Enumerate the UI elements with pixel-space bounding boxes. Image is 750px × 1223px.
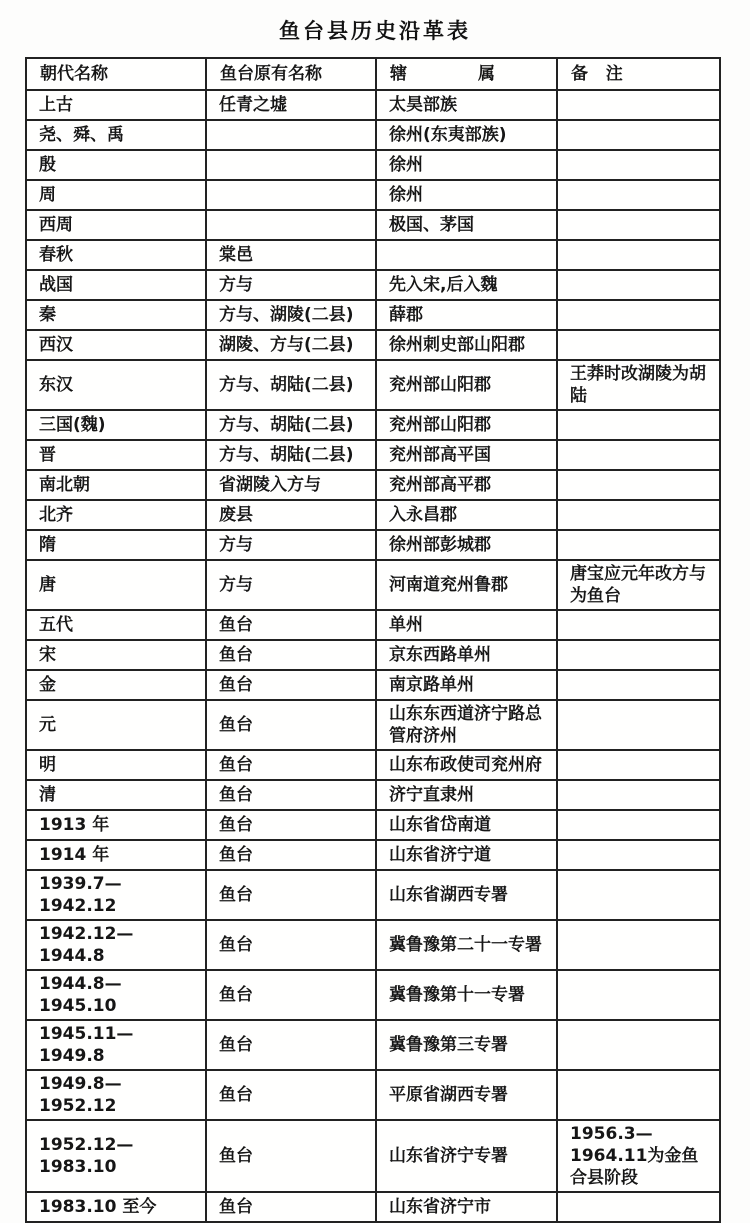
cell-original-name: 方与 [206, 530, 376, 560]
cell-jurisdiction: 山东省岱南道 [376, 810, 557, 840]
cell-jurisdiction: 薛郡 [376, 300, 557, 330]
cell-dynasty: 1952.12—1983.10 [26, 1120, 206, 1192]
cell-note [557, 440, 720, 470]
cell-jurisdiction: 山东省济宁道 [376, 840, 557, 870]
cell-jurisdiction: 山东东西道济宁路总管府济州 [376, 700, 557, 750]
cell-jurisdiction: 京东西路单州 [376, 640, 557, 670]
cell-original-name: 鱼台 [206, 1020, 376, 1070]
table-row [26, 210, 720, 240]
cell-dynasty: 东汉 [26, 360, 206, 410]
table-row [26, 240, 720, 270]
cell-dynasty: 明 [26, 750, 206, 780]
table-row [26, 700, 720, 750]
cell-original-name: 鱼台 [206, 750, 376, 780]
cell-note [557, 270, 720, 300]
cell-jurisdiction: 山东布政使司兖州府 [376, 750, 557, 780]
cell-note [557, 750, 720, 780]
cell-dynasty: 西汉 [26, 330, 206, 360]
table-body [26, 90, 720, 1222]
cell-note [557, 1020, 720, 1070]
cell-note [557, 780, 720, 810]
table-row [26, 1070, 720, 1120]
cell-original-name: 方与 [206, 270, 376, 300]
cell-jurisdiction: 徐州 [376, 150, 557, 180]
table-row [26, 920, 720, 970]
cell-note [557, 410, 720, 440]
cell-dynasty: 1949.8—1952.12 [26, 1070, 206, 1120]
cell-dynasty: 南北朝 [26, 470, 206, 500]
cell-note [557, 300, 720, 330]
cell-original-name: 鱼台 [206, 640, 376, 670]
cell-original-name: 任青之墟 [206, 90, 376, 120]
cell-original-name: 方与、胡陆(二县) [206, 440, 376, 470]
cell-jurisdiction: 先入宋,后入魏 [376, 270, 557, 300]
cell-dynasty: 唐 [26, 560, 206, 610]
table-row [26, 120, 720, 150]
cell-dynasty: 1942.12—1944.8 [26, 920, 206, 970]
cell-note [557, 640, 720, 670]
cell-note [557, 90, 720, 120]
cell-dynasty: 三国(魏) [26, 410, 206, 440]
cell-original-name: 鱼台 [206, 1070, 376, 1120]
cell-note [557, 870, 720, 920]
cell-jurisdiction: 冀鲁豫第十一专署 [376, 970, 557, 1020]
cell-dynasty: 殷 [26, 150, 206, 180]
cell-dynasty: 晋 [26, 440, 206, 470]
cell-dynasty: 清 [26, 780, 206, 810]
cell-note: 唐宝应元年改方与为鱼台 [557, 560, 720, 610]
cell-original-name [206, 120, 376, 150]
cell-dynasty: 1913 年 [26, 810, 206, 840]
cell-jurisdiction: 徐州刺史部山阳郡 [376, 330, 557, 360]
cell-original-name [206, 210, 376, 240]
cell-note [557, 970, 720, 1020]
cell-dynasty: 金 [26, 670, 206, 700]
cell-original-name: 鱼台 [206, 670, 376, 700]
table-row [26, 530, 720, 560]
cell-dynasty: 隋 [26, 530, 206, 560]
column-header-jurisdiction: 辖 属 [376, 58, 557, 90]
cell-original-name: 鱼台 [206, 610, 376, 640]
cell-note [557, 700, 720, 750]
table-row [26, 840, 720, 870]
cell-note [557, 840, 720, 870]
cell-note [557, 920, 720, 970]
cell-note [557, 810, 720, 840]
cell-note [557, 1192, 720, 1222]
cell-dynasty: 元 [26, 700, 206, 750]
cell-original-name: 鱼台 [206, 970, 376, 1020]
cell-jurisdiction: 兖州部高平国 [376, 440, 557, 470]
cell-dynasty: 1945.11—1949.8 [26, 1020, 206, 1070]
cell-dynasty: 周 [26, 180, 206, 210]
table-row [26, 870, 720, 920]
cell-original-name: 方与、湖陵(二县) [206, 300, 376, 330]
cell-jurisdiction: 徐州部彭城郡 [376, 530, 557, 560]
cell-dynasty: 战国 [26, 270, 206, 300]
table-row [26, 410, 720, 440]
cell-note [557, 120, 720, 150]
cell-note [557, 610, 720, 640]
cell-jurisdiction [376, 240, 557, 270]
page [0, 15, 750, 1217]
column-header-original-name: 鱼台原有名称 [206, 58, 376, 90]
column-header-note: 备 注 [557, 58, 720, 90]
cell-note: 王莽时改湖陵为胡陆 [557, 360, 720, 410]
cell-jurisdiction: 河南道兖州鲁郡 [376, 560, 557, 610]
cell-dynasty: 西周 [26, 210, 206, 240]
cell-dynasty: 尧、舜、禹 [26, 120, 206, 150]
cell-jurisdiction: 太昊部族 [376, 90, 557, 120]
table-row [26, 440, 720, 470]
cell-original-name: 棠邑 [206, 240, 376, 270]
cell-note [557, 1070, 720, 1120]
table-row [26, 300, 720, 330]
table-row [26, 500, 720, 530]
cell-original-name: 废县 [206, 500, 376, 530]
cell-original-name: 鱼台 [206, 1192, 376, 1222]
cell-original-name: 鱼台 [206, 810, 376, 840]
cell-note [557, 500, 720, 530]
table-row [26, 640, 720, 670]
cell-note [557, 210, 720, 240]
cell-jurisdiction: 兖州部山阳郡 [376, 410, 557, 440]
cell-dynasty: 1944.8—1945.10 [26, 970, 206, 1020]
cell-original-name: 省湖陵入方与 [206, 470, 376, 500]
cell-jurisdiction: 兖州部山阳郡 [376, 360, 557, 410]
cell-jurisdiction: 平原省湖西专署 [376, 1070, 557, 1120]
cell-dynasty: 春秋 [26, 240, 206, 270]
cell-dynasty: 宋 [26, 640, 206, 670]
table-row [26, 1192, 720, 1222]
cell-jurisdiction: 南京路单州 [376, 670, 557, 700]
cell-jurisdiction: 徐州 [376, 180, 557, 210]
cell-dynasty: 1983.10 至今 [26, 1192, 206, 1222]
table-row [26, 780, 720, 810]
cell-original-name [206, 150, 376, 180]
header-row [26, 58, 720, 90]
cell-jurisdiction: 济宁直隶州 [376, 780, 557, 810]
cell-dynasty: 1914 年 [26, 840, 206, 870]
table-row [26, 610, 720, 640]
cell-dynasty: 五代 [26, 610, 206, 640]
table-row [26, 360, 720, 410]
cell-original-name: 鱼台 [206, 780, 376, 810]
table-row [26, 270, 720, 300]
cell-jurisdiction: 极国、茅国 [376, 210, 557, 240]
table-row [26, 180, 720, 210]
table-row [26, 810, 720, 840]
cell-dynasty: 1939.7—1942.12 [26, 870, 206, 920]
table-row [26, 750, 720, 780]
cell-note [557, 150, 720, 180]
history-table [25, 57, 721, 1223]
cell-original-name: 鱼台 [206, 700, 376, 750]
cell-dynasty: 秦 [26, 300, 206, 330]
cell-original-name: 鱼台 [206, 870, 376, 920]
table-row [26, 90, 720, 120]
cell-jurisdiction: 山东省济宁市 [376, 1192, 557, 1222]
cell-original-name: 方与、胡陆(二县) [206, 410, 376, 440]
cell-dynasty: 上古 [26, 90, 206, 120]
cell-jurisdiction: 兖州部高平郡 [376, 470, 557, 500]
cell-original-name: 湖陵、方与(二县) [206, 330, 376, 360]
table-row [26, 560, 720, 610]
table-row [26, 1020, 720, 1070]
cell-dynasty: 北齐 [26, 500, 206, 530]
table-row [26, 330, 720, 360]
column-header-dynasty: 朝代名称 [26, 58, 206, 90]
cell-original-name: 方与 [206, 560, 376, 610]
cell-jurisdiction: 徐州(东夷部族) [376, 120, 557, 150]
cell-original-name: 鱼台 [206, 840, 376, 870]
cell-jurisdiction: 冀鲁豫第二十一专署 [376, 920, 557, 970]
table-row [26, 670, 720, 700]
cell-original-name [206, 180, 376, 210]
table-row [26, 970, 720, 1020]
table-row [26, 470, 720, 500]
cell-note [557, 330, 720, 360]
cell-note [557, 180, 720, 210]
cell-jurisdiction: 单州 [376, 610, 557, 640]
cell-jurisdiction: 山东省湖西专署 [376, 870, 557, 920]
cell-note [557, 670, 720, 700]
cell-note: 1956.3—1964.11为金鱼合县阶段 [557, 1120, 720, 1192]
cell-original-name: 鱼台 [206, 1120, 376, 1192]
cell-jurisdiction: 山东省济宁专署 [376, 1120, 557, 1192]
page-title: 鱼台县历史沿革表 [279, 19, 471, 43]
cell-note [557, 240, 720, 270]
cell-jurisdiction: 冀鲁豫第三专署 [376, 1020, 557, 1070]
cell-note [557, 470, 720, 500]
cell-original-name: 鱼台 [206, 920, 376, 970]
cell-jurisdiction: 入永昌郡 [376, 500, 557, 530]
cell-note [557, 530, 720, 560]
cell-original-name: 方与、胡陆(二县) [206, 360, 376, 410]
table-row [26, 150, 720, 180]
table-row [26, 1120, 720, 1192]
